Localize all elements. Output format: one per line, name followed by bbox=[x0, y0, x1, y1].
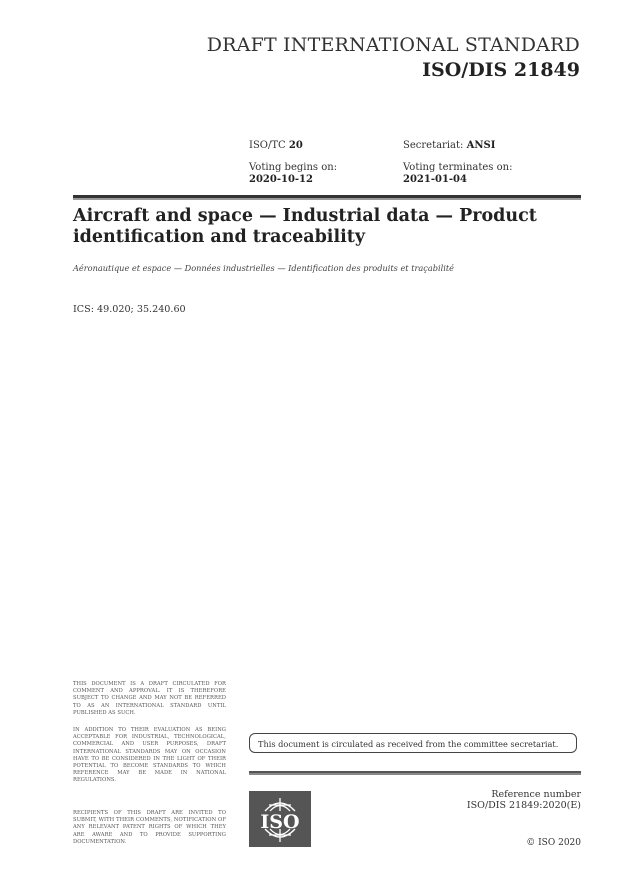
document-subtitle-fr: Aéronautique et espace — Données industrielles — Identification des produits et traçabilité bbox=[73, 263, 454, 273]
document-id: ISO/DIS 21849 bbox=[422, 59, 580, 81]
svg-text:ISO: ISO bbox=[260, 811, 300, 833]
voting-terminates bbox=[403, 162, 512, 186]
committee bbox=[249, 140, 303, 152]
header-divider-shadow bbox=[73, 198, 581, 200]
draft-standard-label: DRAFT INTERNATIONAL STANDARD bbox=[206, 34, 580, 56]
reference-number: ISO/DIS 21849:2020(E) bbox=[466, 800, 581, 811]
reference-number-label: Reference number bbox=[491, 789, 581, 800]
voting-terminates-date: 2021-01-04 bbox=[403, 174, 467, 185]
voting-terminates-label: Voting terminates on: bbox=[403, 162, 513, 173]
copyright: © ISO 2020 bbox=[526, 838, 581, 848]
voting-begins bbox=[249, 162, 337, 186]
committee-number: 20 bbox=[288, 140, 303, 151]
voting-begins-date: 2020-10-12 bbox=[249, 174, 313, 185]
disclaimer-paragraph: IN ADDITION TO THEIR EVALUATION AS BEING ACCEPTABLE FOR INDUSTRIAL, TECHNOLOGICAL, COMMERCIAL AND USER PURPOSES, DRAFT INTERNATIONAL STANDARDS MAY ON OCCASION HAVE TO BE CONSIDERED IN THE LIGHT OF THEIR POTENTIAL TO BECOME STANDARDS TO WHICH REFERENCE MAY BE MADE IN NATIONAL REGULATIONS. bbox=[73, 727, 226, 784]
secretariat-value: ANSI bbox=[466, 140, 496, 151]
disclaimer-paragraph: RECIPIENTS OF THIS DRAFT ARE INVITED TO SUBMIT, WITH THEIR COMMENTS, NOTIFICATION OF ANY RELEVANT PATENT RIGHTS OF WHICH THEY ARE AWARE AND TO PROVIDE SUPPORTING DOCUMENTATION. bbox=[73, 810, 226, 845]
secretariat-label: Secretariat: bbox=[403, 140, 464, 151]
globe-icon bbox=[249, 791, 311, 847]
secretariat bbox=[403, 140, 495, 152]
voting-begins-label: Voting begins on: bbox=[249, 162, 338, 173]
footer-divider-shadow bbox=[249, 773, 581, 775]
committee-label: ISO/TC bbox=[249, 140, 286, 151]
disclaimer-paragraph: THIS DOCUMENT IS A DRAFT CIRCULATED FOR COMMENT AND APPROVAL. IT IS THEREFORE SUBJECT TO CHANGE AND MAY NOT BE REFERRED TO AS AN INTERNATIONAL STANDARD UNTIL PUBLISHED AS SUCH. bbox=[73, 681, 226, 716]
document-title: Aircraft and space — Industrial data — Product identification and traceability bbox=[73, 206, 537, 247]
circulation-notice: This document is circulated as received from the committee secretariat. bbox=[249, 733, 577, 753]
ics-codes: ICS: 49.020; 35.240.60 bbox=[73, 304, 186, 315]
iso-logo bbox=[249, 791, 311, 847]
